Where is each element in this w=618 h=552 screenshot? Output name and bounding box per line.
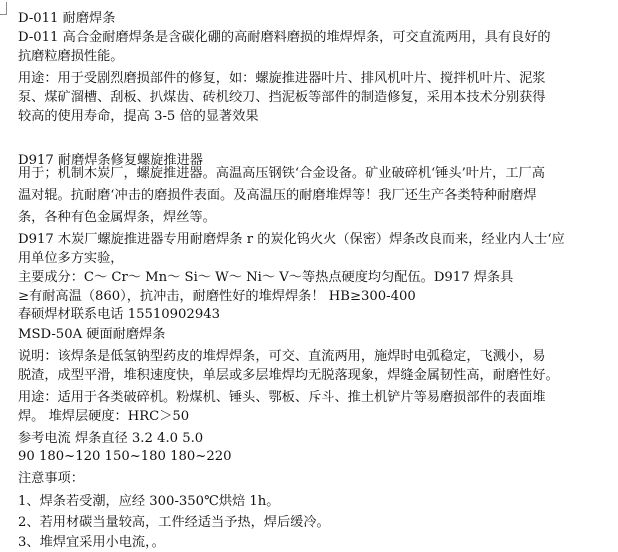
document-line: 3、堆焊宜采用小电流，。 <box>18 535 165 550</box>
document-line: 注意事项： <box>18 471 84 486</box>
document-line: 用于；机制木炭厂，螺旋推进器。高温高压钢铁‘合金设备。矿业破碎机‘锤头’叶片，工厂高 <box>18 166 545 181</box>
document-line: 主要成分：C～ Cr～ Mn～ Si～ W～ Ni～ V～等热点硬度均匀配伍。D917 焊条具 <box>18 270 514 285</box>
document-line: 1、焊条若受潮，应经 300-350℃烘焙 1h。 <box>18 494 280 509</box>
document-line: 用途：用于受剧烈磨损部件的修复，如：螺旋推进器叶片、排风机叶片、搅拌机叶片、泥浆 <box>18 71 546 86</box>
document-line: 较高的使用寿命，提高 3-5 倍的显著效果 <box>18 109 259 124</box>
document-line: 焊。 堆焊层硬度：HRC＞50 <box>18 409 190 424</box>
document-line: 脱渣，成型平滑，堆积速度快，单层或多层堆焊均无脱落现象，焊缝金属韧性高，耐磨性好。 <box>18 368 559 383</box>
document-line: 2、若用材碳当量较高，工件经适当予热，焊后缓冷。 <box>18 515 330 530</box>
document-line: 用途：适用于各类破碎机。粉煤机、锤头、鄂板、斥斗、推土机铲片等易磨损部件的表面堆 <box>18 390 546 405</box>
document-line: 抗磨粒磨损性能。 <box>18 49 124 64</box>
document-line: 参考电流 焊条直径 3.2 4.0 5.0 <box>18 431 204 446</box>
document-line: 90 180~120 150~180 180~220 <box>18 449 232 464</box>
document-line: 条，各种有色金属焊条，焊丝等。 <box>18 210 216 225</box>
page-corner-marker <box>0 2 7 15</box>
document-line: 温对辊。抗耐磨‘冲击的磨损件表面。及高温压的耐磨堆焊等！我厂还生产各类特种耐磨焊 <box>18 188 537 203</box>
document-line: 泵、煤矿溜槽、刮板、扒煤齿、砖机绞刀、挡泥板等部件的制造修复，采用本技术分别获得 <box>18 90 546 105</box>
document-line: MSD-50A 硬面耐磨焊条 <box>18 327 166 342</box>
document-line: D-011 耐磨焊条 <box>18 11 116 26</box>
document-line: 用单位多方实验， <box>18 251 124 266</box>
document-line: D917 木炭厂螺旋推进器专用耐磨焊条 r 的炭化钨火火（保密）焊条改良而来，经业内人士‘应 <box>18 232 565 247</box>
document-line: 说明：该焊条是低氢钠型药皮的堆焊焊条，可交、直流两用，施焊时电弧稳定，飞溅小，易 <box>18 349 546 364</box>
document-line: 春硕焊材联系电话 15510902943 <box>18 307 220 322</box>
document-line: D-011 高合金耐磨焊条是含碳化硼的高耐磨料磨损的堆焊焊条，可交直流两用，具有良好的 <box>18 30 551 45</box>
document-line: D917 耐磨焊条修复螺旋推进器 <box>18 153 203 168</box>
document-line: ≥有耐高温（860），抗冲击，耐磨性好的堆焊焊条！ HB≥300-400 <box>18 289 416 304</box>
document-line <box>18 130 614 148</box>
